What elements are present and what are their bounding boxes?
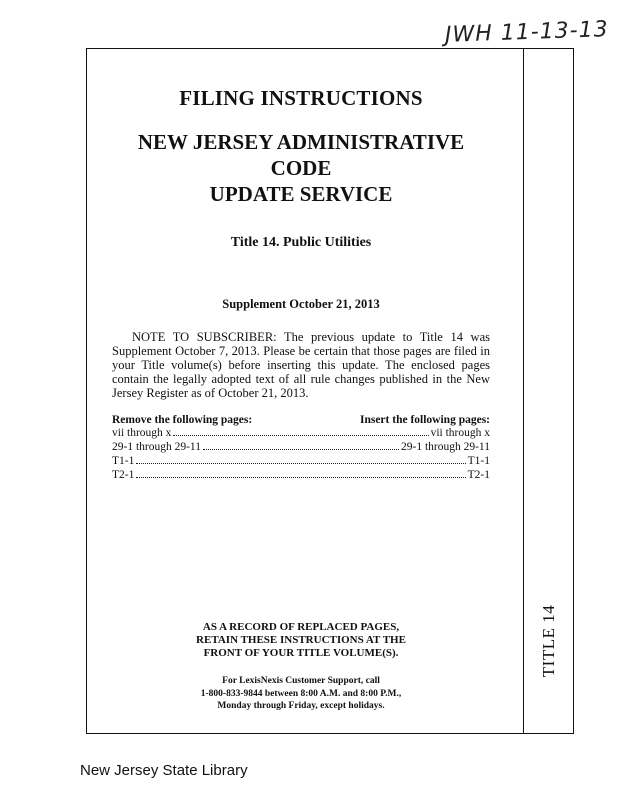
support-line-2: 1-800-833-9844 between 8:00 A.M. and 8:00 P.M., (200, 688, 402, 699)
document-title: FILING INSTRUCTIONS (179, 86, 423, 110)
remove-cell: T2-1 (112, 469, 135, 481)
record-notice-line-3: FRONT OF YOUR TITLE VOLUME(S). (203, 647, 399, 659)
leader-dots (136, 477, 465, 478)
record-notice-line-2: RETAIN THESE INSTRUCTIONS AT THE (196, 634, 406, 646)
table-row (112, 468, 490, 482)
document-subtitle (112, 129, 490, 207)
insert-pages-header: Insert the following pages: (359, 414, 490, 426)
pages-table (112, 426, 490, 482)
remove-cell: T1-1 (112, 455, 135, 467)
document-body (112, 86, 490, 482)
handwritten-initials-date: JWH 11-13-13 (444, 17, 610, 48)
support-line-1: For LexisNexis Customer Support, call (222, 676, 380, 686)
insert-cell: vii through x (430, 427, 490, 439)
leader-dots (173, 435, 428, 436)
record-notice (112, 621, 490, 660)
table-row (112, 426, 490, 440)
library-footer: New Jersey State Library (80, 762, 248, 779)
remove-cell: 29-1 through 29-11 (112, 441, 202, 453)
title-heading: Title 14. Public Utilities (230, 235, 372, 250)
side-tab-label: TITLE 14 (539, 604, 558, 678)
insert-cell: 29-1 through 29-11 (400, 441, 490, 453)
remove-cell: vii through x (112, 427, 172, 439)
insert-cell: T1-1 (467, 455, 490, 467)
note-to-subscriber: NOTE TO SUBSCRIBER: The previous update to Title 14 was Supplement October 7, 2013. Please be certain that those pages are filed in your Title volume(s) before inserting this update. The enclosed pages contain the legally adopted text of all rule changes published in the New Jersey Register as of October 21, 2013. (112, 330, 490, 400)
subtitle-line-1: NEW JERSEY ADMINISTRATIVE CODE (137, 130, 465, 180)
leader-dots (203, 449, 399, 450)
pages-table-header (112, 414, 490, 426)
supplement-date: Supplement October 21, 2013 (222, 297, 380, 311)
record-notice-line-1: AS A RECORD OF REPLACED PAGES, (202, 621, 400, 633)
insert-cell: T2-1 (467, 469, 490, 481)
subtitle-line-2: UPDATE SERVICE (209, 182, 393, 206)
table-row (112, 440, 490, 454)
customer-support-info (112, 675, 490, 713)
table-row (112, 454, 490, 468)
remove-pages-header: Remove the following pages: (112, 414, 253, 426)
support-line-3: Monday through Friday, except holidays. (217, 701, 385, 711)
leader-dots (136, 463, 465, 464)
